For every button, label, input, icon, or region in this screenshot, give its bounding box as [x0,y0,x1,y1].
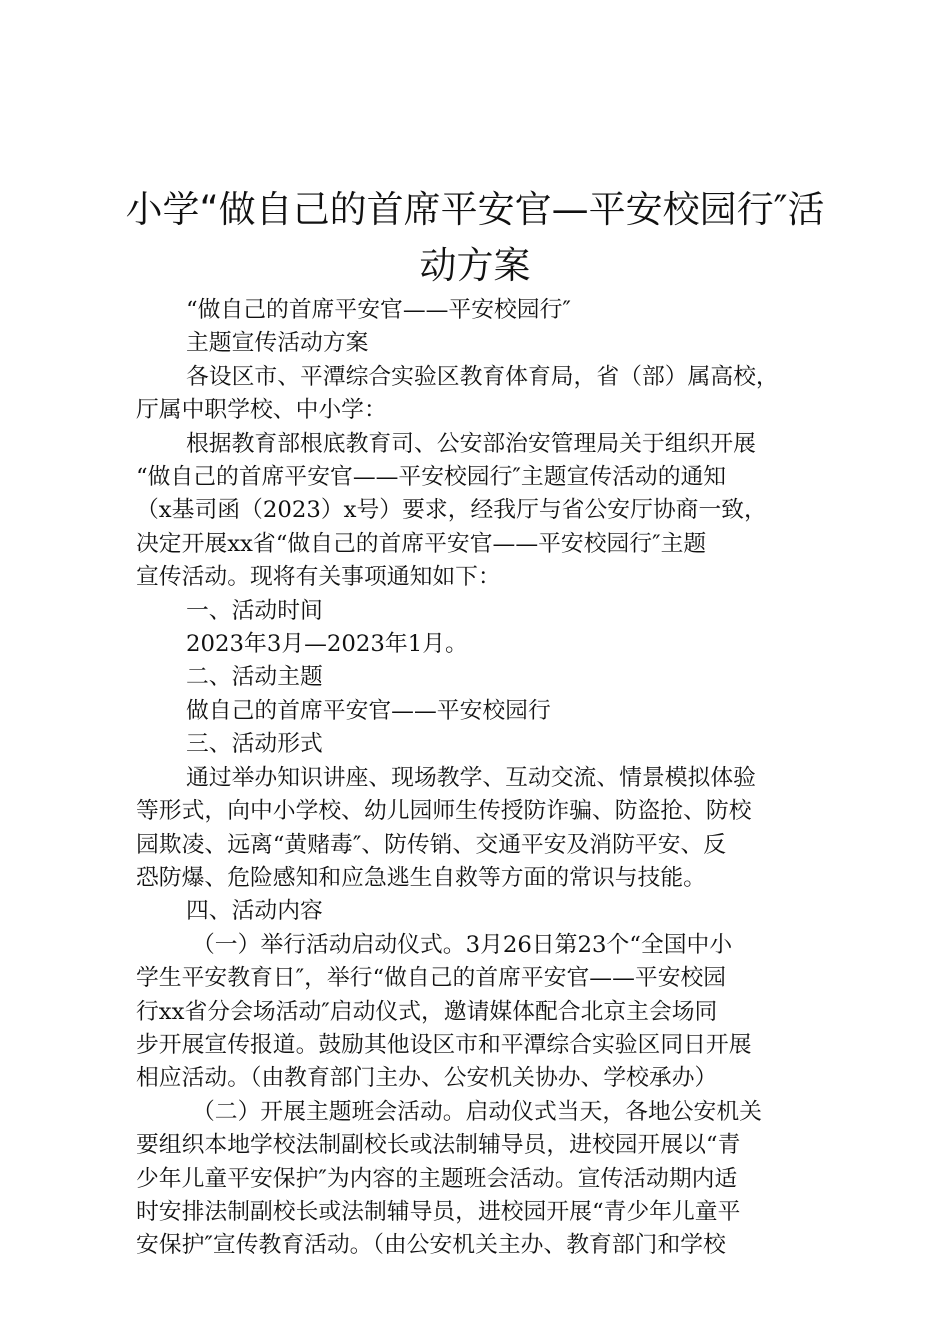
addressee-line: 各设区市、平潭综合实验区教育体育局，省（部）属高校， [186,363,779,390]
paragraph-line: 根据教育部根底教育司、公安部治安管理局关于组织开展 [186,430,756,457]
section-heading: 一、活动时间 [186,597,323,624]
section-heading: 三、活动形式 [186,731,323,758]
document-body [136,294,826,1263]
paragraph-line: 行xx省分会场活动″启动仪式，邀请媒体配合北京主会场同 [136,998,718,1025]
section-heading: 四、活动内容 [186,898,323,925]
paragraph-line: 要组织本地学校法制副校长或法制辅导员，进校园开展以“青 [136,1132,741,1159]
paragraph-line: 通过举办知识讲座、现场教学、互动交流、情景模拟体验 [186,764,756,791]
paragraph-line: 安保护″宣传教育活动。（由公安机关主办、教育部门和学校 [136,1232,726,1259]
paragraph-line: 相应活动。（由教育部门主办、公安机关协办、学校承办） [136,1065,718,1092]
addressee-line: 厅属中职学校、中小学： [136,397,387,424]
paragraph-line: 恐防爆、危险感知和应急逃生自救等方面的常识与技能。 [136,864,706,891]
paragraph-line: 宣传活动。现将有关事项通知如下： [136,564,501,591]
subtitle-line: “做自己的首席平安官——平安校园行″ [186,297,571,323]
document-title-line-1: 小学“做自己的首席平安官—平安校园行″活 [125,188,825,231]
paragraph-line: “做自己的首席平安官——平安校园行″主题宣传活动的通知 [136,464,727,491]
document-title-line-2: 动方案 [419,244,531,287]
paragraph-line: （一）举行活动启动仪式。3月26日第23个“全国中小 [192,931,733,958]
paragraph-line: （二）开展主题班会活动。启动仪式当天，各地公安机关 [192,1098,762,1125]
paragraph-line: 少年儿童平安保护″为内容的主题班会活动。宣传活动期内适 [136,1165,738,1192]
paragraph-line: 等形式，向中小学校、幼儿园师生传授防诈骗、防盗抢、防校 [136,798,752,825]
section-heading: 二、活动主题 [186,664,323,691]
paragraph-line: 做自己的首席平安官——平安校园行 [186,697,551,724]
paragraph-line: 2023年3月—2023年1月。 [186,631,468,658]
paragraph-line: （x基司函（2023）x号）要求，经我厅与省公安厅协商一致， [136,497,767,524]
subtitle-line: 主题宣传活动方案 [186,330,369,357]
paragraph-line: 学生平安教育日″，举行“做自己的首席平安官——平安校园 [136,965,727,992]
paragraph-line: 步开展宣传报道。鼓励其他设区市和平潭综合实验区同日开展 [136,1031,752,1058]
paragraph-line: 决定开展xx省“做自己的首席平安官——平安校园行″主题 [136,530,707,557]
paragraph-line: 园欺凌、远离“黄赌毒″、防传销、交通平安及消防平安、反 [136,831,727,858]
paragraph-line: 时安排法制副校长或法制辅导员，进校园开展“青少年儿童平 [136,1198,741,1225]
